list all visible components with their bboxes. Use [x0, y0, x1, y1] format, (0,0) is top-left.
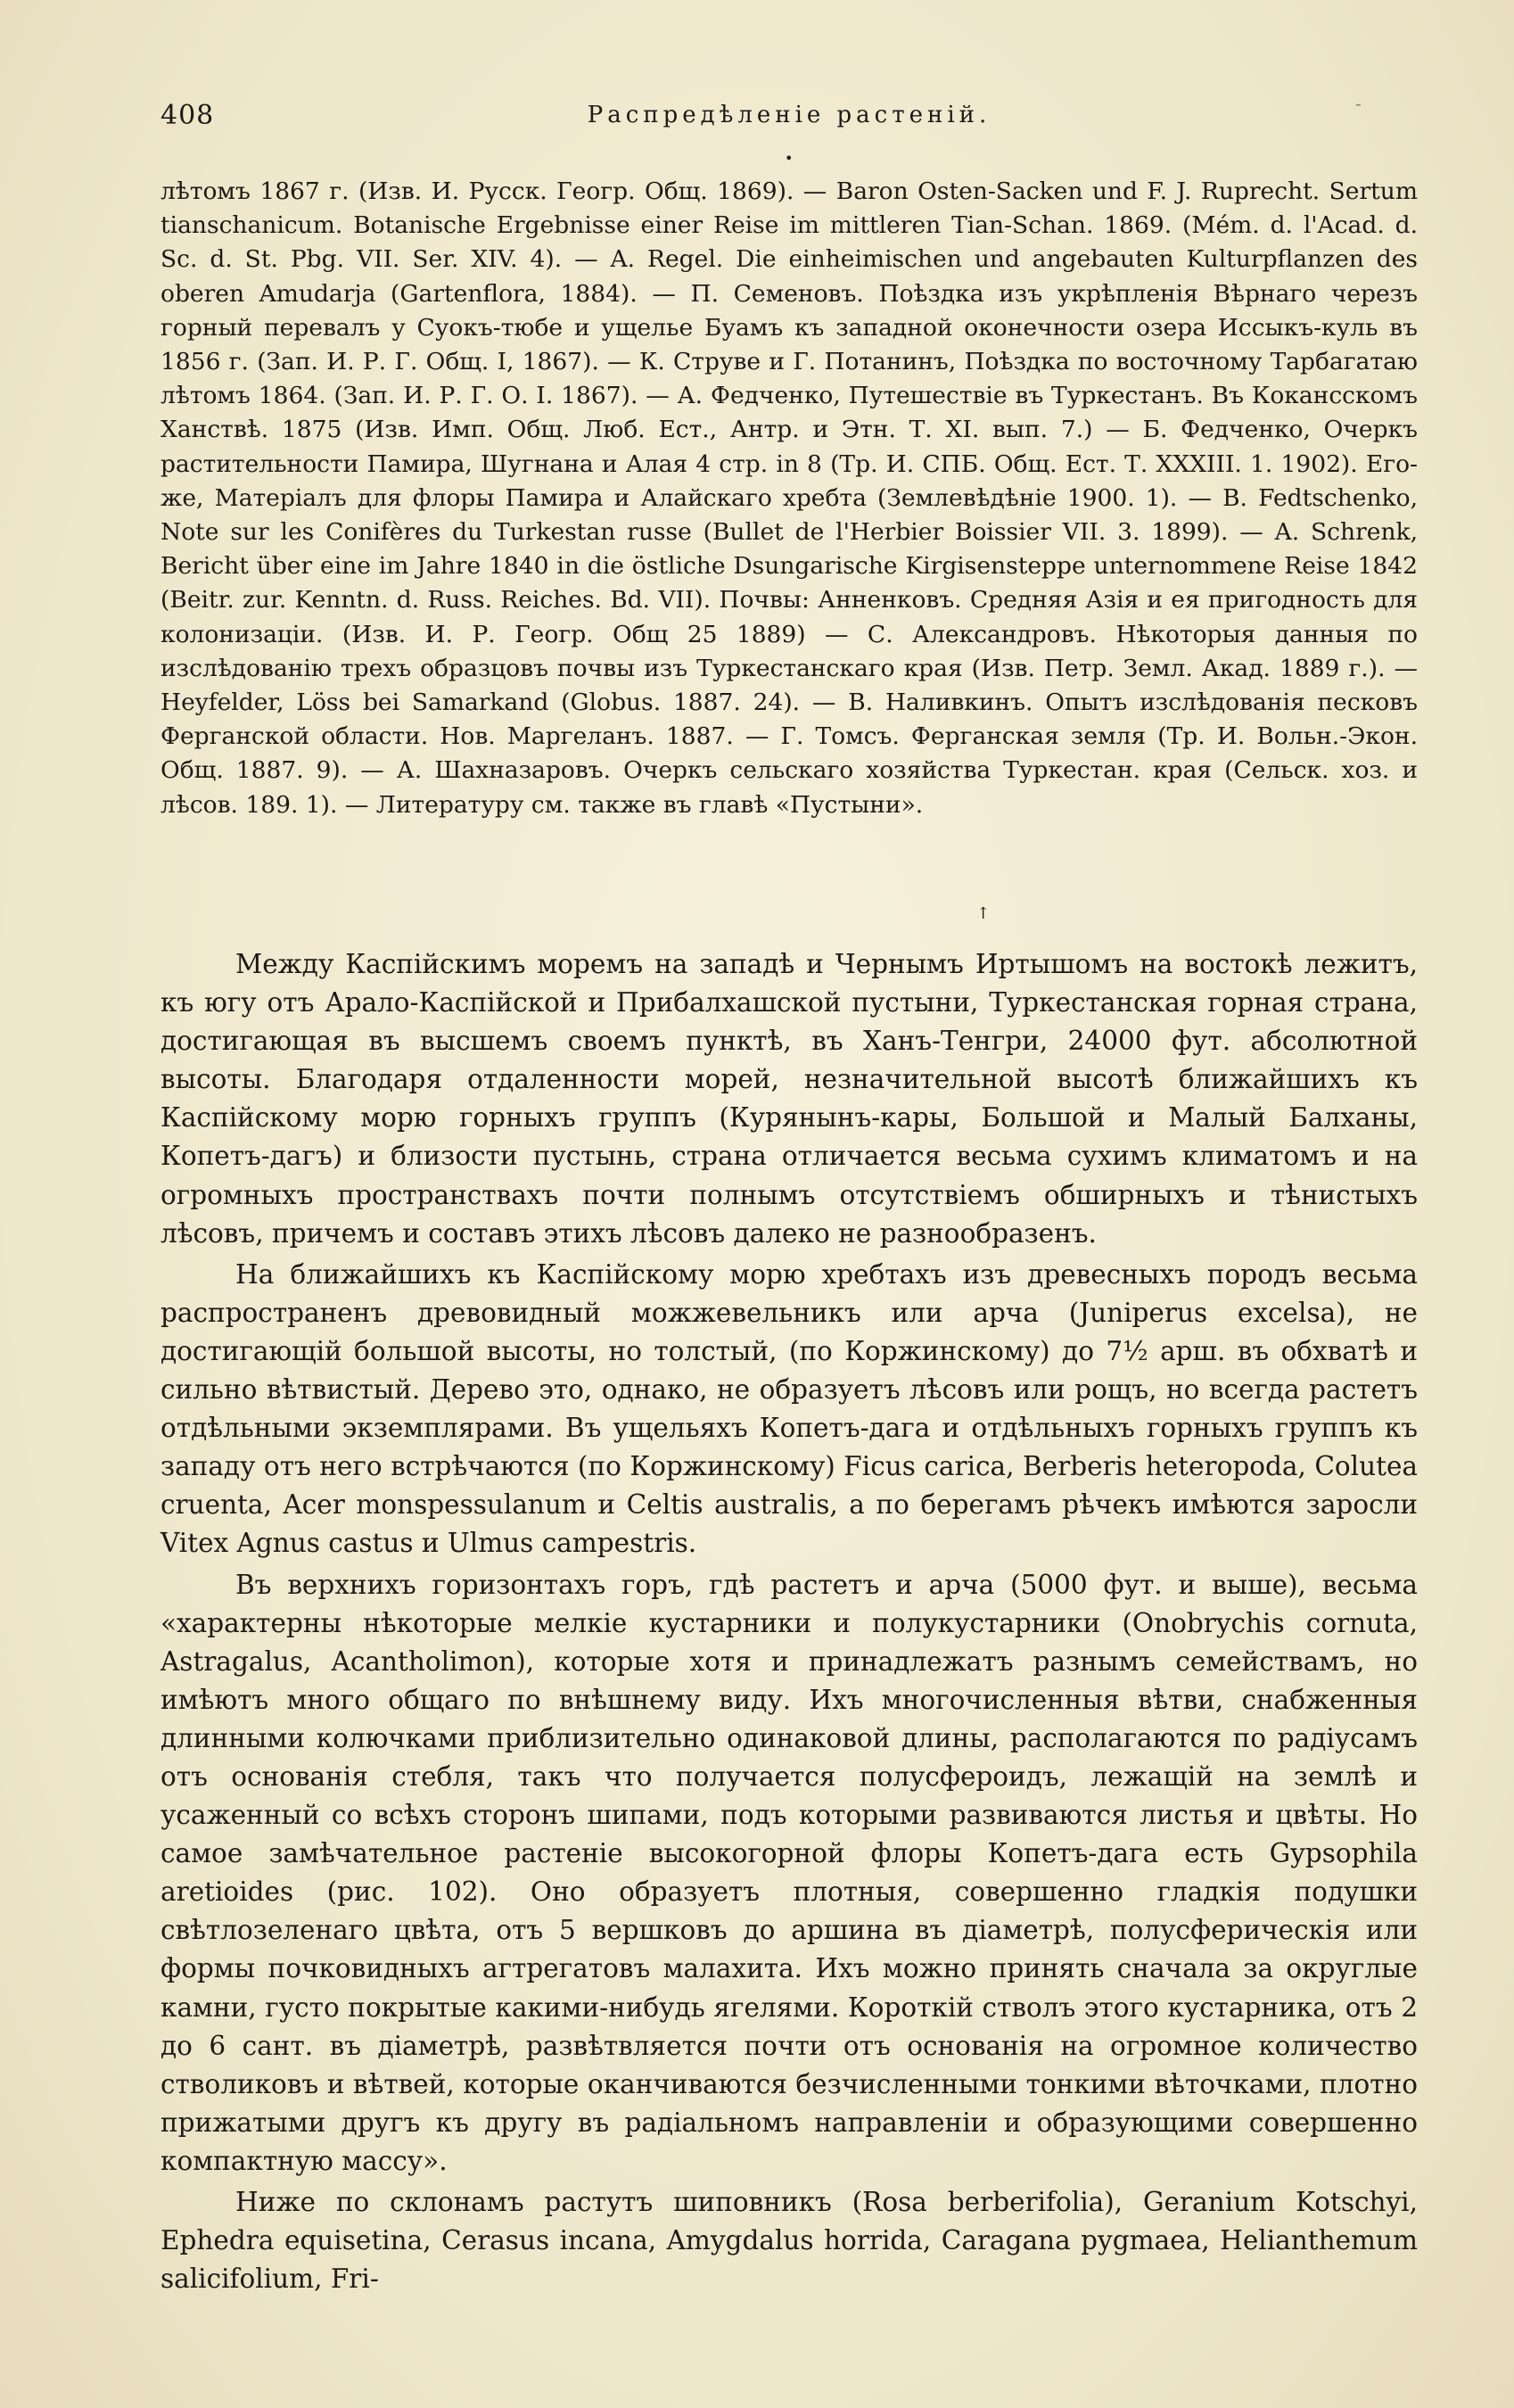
page-header [160, 100, 1418, 144]
tick-mark: ↑ [976, 904, 991, 923]
bibliography-block: лѣтомъ 1867 г. (Изв. И. Русск. Геогр. Общ. 1869). — Baron Osten-Sacken und F. J. Ruprecht. Sertum tianschanicum. Botanische Ergebnisse einer Reise im mittleren Tian-Schan. 1869. (Mém. d. l'Acad. d. Sc. d. St. Pbg. VII. Ser. XIV. 4). — A. Regel. Die einheimischen und angebauten Kulturpflanzen des oberen Amudarja (Gartenflora, 1884). — П. Семеновъ. Поѣздка изъ укрѣпленія Вѣрнаго черезъ горный перевалъ у Суокъ-тюбе и ущелье Буамъ къ западной оконечности озера Иссыкъ-куль въ 1856 г. (Зап. И. Р. Г. Общ. I, 1867). — К. Струве и Г. Потанинъ, Поѣздка по восточному Тарбагатаю лѣтомъ 1864. (Зап. И. Р. Г. О. I. 1867). — А. Федченко, Путешествіе въ Туркестанъ. Въ Кокансскомъ Ханствѣ. 1875 (Изв. Имп. Общ. Люб. Ест., Антр. и Этн. Т. XI. вып. 7.) — Б. Федченко, Очеркъ растительности Памира, Шугнана и Алая 4 стр. in 8 (Тр. И. СПБ. Общ. Ест. Т. XXXIII. 1. 1902). Его-же, Матеріалъ для флоры Памира и Алайскаго хребта (Землевѣдѣніе 1900. 1). — B. Fedtschenko, Note sur les Conifères du Turkestan russe (Bullet de l'Herbier Boissier VII. 3. 1899). — A. Schrenk, Bericht über eine im Jahre 1840 in die östliche Dsungarische Kirgisensteppe unternommene Reise 1842 (Beitr. zur. Kenntn. d. Russ. Reiches. Bd. VII). Почвы: Анненковъ. Средняя Азія и ея пригодность для колонизаціи. (Изв. И. Р. Геогр. Общ 25 1889) — С. Александровъ. Нѣкоторыя данныя по изслѣдованію трехъ образцовъ почвы изъ Туркестанскаго края (Изв. Петр. Земл. Акад. 1889 г.). — Heyfelder, Löss bei Samarkand (Globus. 1887. 24). — В. Наливкинъ. Опытъ изслѣдованія песковъ Ферганской области. Нов. Маргеланъ. 1887. — Г. Томсъ. Ферганская земля (Тр. И. Вольн.-Экон. Общ. 1887. 9). — А. Шахназаровъ. Очеркъ сельскаго хозяйства Туркестан. края (Сельск. хоз. и лѣсов. 189. 1). — Литературу см. также въ главѣ «Пустыни». [160, 177, 1418, 819]
paragraph-4: Ниже по склонамъ растутъ шиповникъ (Rosa berberifolia), Geranium Kotschyi, Ephedra equisetina, Cerasus incana, Amygdalus horrida, Caragana pygmaea, Helianthemum salicifolium, Fri- [160, 2187, 1418, 2295]
bullet-mark: • [785, 150, 794, 167]
paragraph-1: Между Каспійскимъ моремъ на западѣ и Чернымъ Иртышомъ на востокѣ лежитъ, къ югу отъ Арало-Каспійской и Прибалхашской пустыни, Туркестанская горная страна, достигающая въ высшемъ своемъ пунктѣ, въ Ханъ-Тенгри, 24000 фут. абсолютной высоты. Благодаря отдаленности морей, незначительной высотѣ ближайшихъ къ Каспійскому морю горныхъ группъ (Курянынъ-кары, Большой и Малый Балханы, Копетъ-дагъ) и близости пустынь, страна отличается весьма сухимъ климатомъ и на огромныхъ пространствахъ почти полнымъ отсутствіемъ обширныхъ и тѣнистыхъ лѣсовъ, причемъ и составъ этихъ лѣсовъ далеко не разнообразенъ. [160, 949, 1418, 1249]
running-title: Распредѣленіе растеній. [587, 102, 992, 128]
paragraph-2: На ближайшихъ къ Каспійскому морю хребтахъ изъ древесныхъ породъ весьма распространенъ древовидный можжевельникъ или арча (Juniperus excelsa), не достигающій большой высоты, но толстый, (по Коржинскому) до 7½ арш. въ обхватѣ и сильно вѣтвистый. Дерево это, однако, не образуетъ лѣсовъ или рощъ, но всегда растетъ отдѣльными экземплярами. Въ ущельяхъ Копетъ-дага и отдѣльныхъ горныхъ группъ къ западу отъ него встрѣчаются (по Коржинскому) Ficus carica, Berberis heteropoda, Colutea cruenta, Acer monspessulanum и Celtis australis, а по берегамъ рѣчекъ имѣются заросли Vitex Agnus castus и Ulmus campestris. [160, 1258, 1418, 1559]
main-text [160, 945, 1418, 2298]
paragraph-3: Въ верхнихъ горизонтахъ горъ, гдѣ растетъ и арча (5000 фут. и выше), весьма «характерны нѣкоторые мелкіе кустарники и полукустарники (Onobrychis cornuta, Astragalus, Acantholimon), которые хотя и принадлежатъ разнымъ семействамъ, но имѣютъ много общаго по внѣшнему виду. Ихъ многочисленныя вѣтви, снабженныя длинными колючками приблизительно одинаковой длины, располагаются по радіусамъ отъ основанія стебля, такъ что получается полусфероидъ, лежащій на землѣ и усаженный со всѣхъ сторонъ шипами, подъ которыми развиваются листья и цвѣты. Но самое замѣчательное растеніе высокогорной флоры Копетъ-дага есть Gypsophila aretioides (рис. 102). Оно образуетъ плотныя, совершенно гладкія подушки свѣтлозеленаго цвѣта, отъ 5 вершковъ до аршина въ діаметрѣ, полусферическія или формы почковидныхъ агтрегатовъ малахита. Ихъ можно принять сначала за округлые камни, густо покрытые какими-нибудь ягелями. Короткій стволъ этого кустарника, отъ 2 до 6 сант. въ діаметрѣ, развѣтвляется почти отъ основанія на огромное количество стволиковъ и вѣтвей, которые оканчиваются безчисленными тонкими вѣточками, плотно прижатыми другъ къ другу въ радіальномъ направленіи и образующими совершенно компактную массу». [160, 1569, 1418, 2176]
page-number: 408 [160, 100, 215, 131]
corner-mark: - [1355, 93, 1362, 114]
